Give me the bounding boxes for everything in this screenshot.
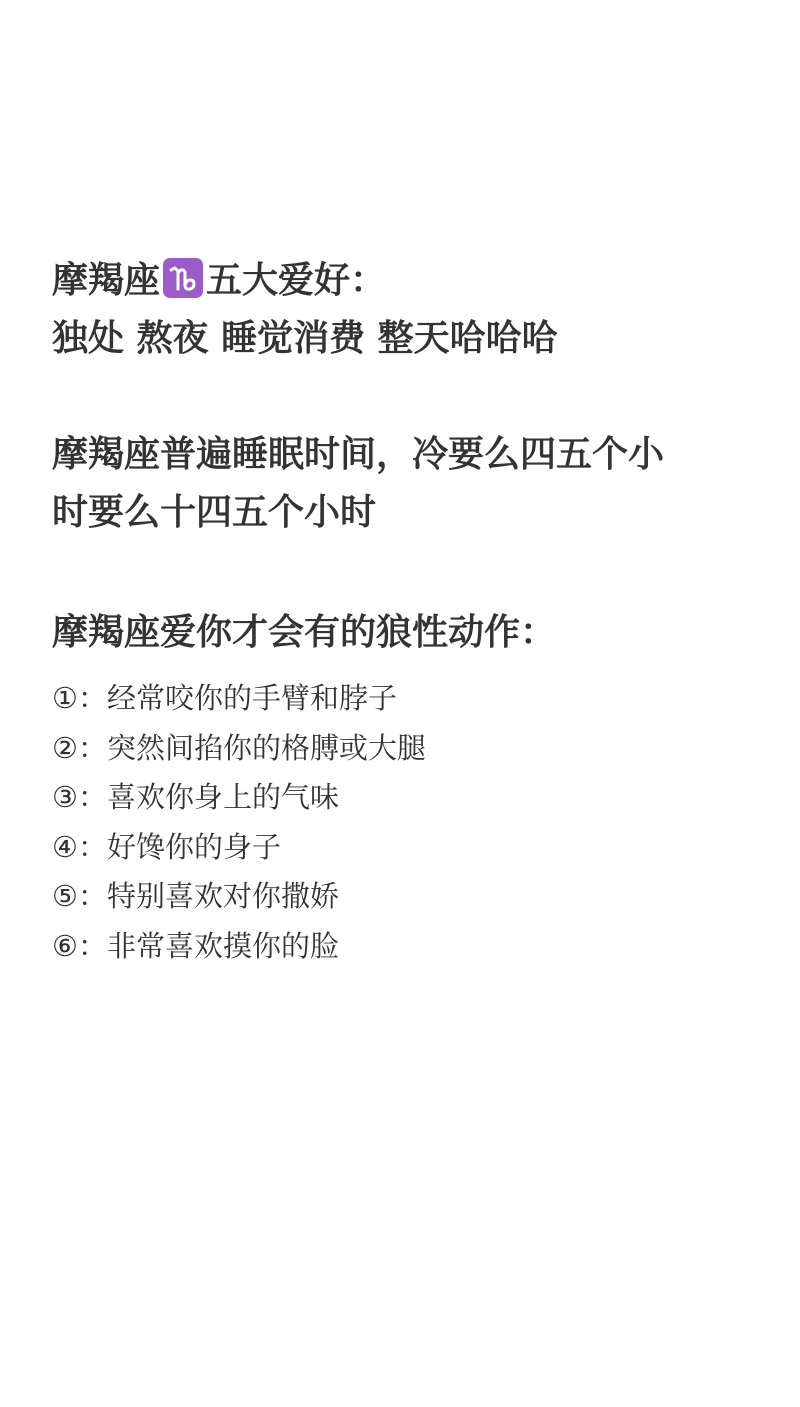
list-item: [52, 872, 752, 922]
hobbies-title-prefix: 摩羯座: [52, 260, 161, 301]
sleep-line-2: 时要么十四五个小时: [52, 492, 377, 533]
sleep-line-1: 摩羯座普遍睡眠时间，冷要么四五个小: [52, 434, 665, 475]
list-item-number: ④: [52, 829, 78, 864]
list-item: [52, 724, 752, 774]
actions-title: [52, 604, 752, 662]
list-item-number: ①: [52, 681, 78, 715]
list-item: [52, 823, 752, 873]
list-item: [52, 922, 752, 972]
list-item-text: ：特别喜欢对你撒娇: [78, 879, 340, 913]
list-item-text: ：喜欢你身上的气味: [78, 780, 340, 814]
list-item-text: ：好馋你的身子: [78, 829, 282, 864]
note-content: [52, 252, 752, 971]
actions-list: [52, 674, 752, 971]
list-item-text: ：非常喜欢摸你的脸: [78, 928, 340, 963]
list-item-number: ③: [52, 780, 78, 814]
list-item: [52, 674, 752, 724]
list-item: [52, 773, 752, 823]
hobbies-paragraph: [52, 252, 752, 368]
capricorn-icon: [163, 258, 203, 298]
list-item-text: ：经常咬你的手臂和脖子: [78, 681, 398, 715]
hobbies-title-suffix: 五大爱好：: [206, 260, 387, 301]
list-item-text: ：突然间掐你的格膊或大腿: [78, 730, 427, 765]
list-item-number: ⑤: [52, 879, 78, 913]
list-item-number: ②: [52, 730, 78, 765]
sleep-paragraph: [52, 426, 752, 542]
hobbies-list-line: 独处 熬夜 睡觉消费 整天哈哈哈: [52, 318, 558, 359]
actions-title-text: 摩羯座爱你才会有的狼性动作：: [52, 612, 557, 653]
list-item-number: ⑥: [52, 928, 78, 963]
hobbies-title-line: [52, 252, 752, 310]
